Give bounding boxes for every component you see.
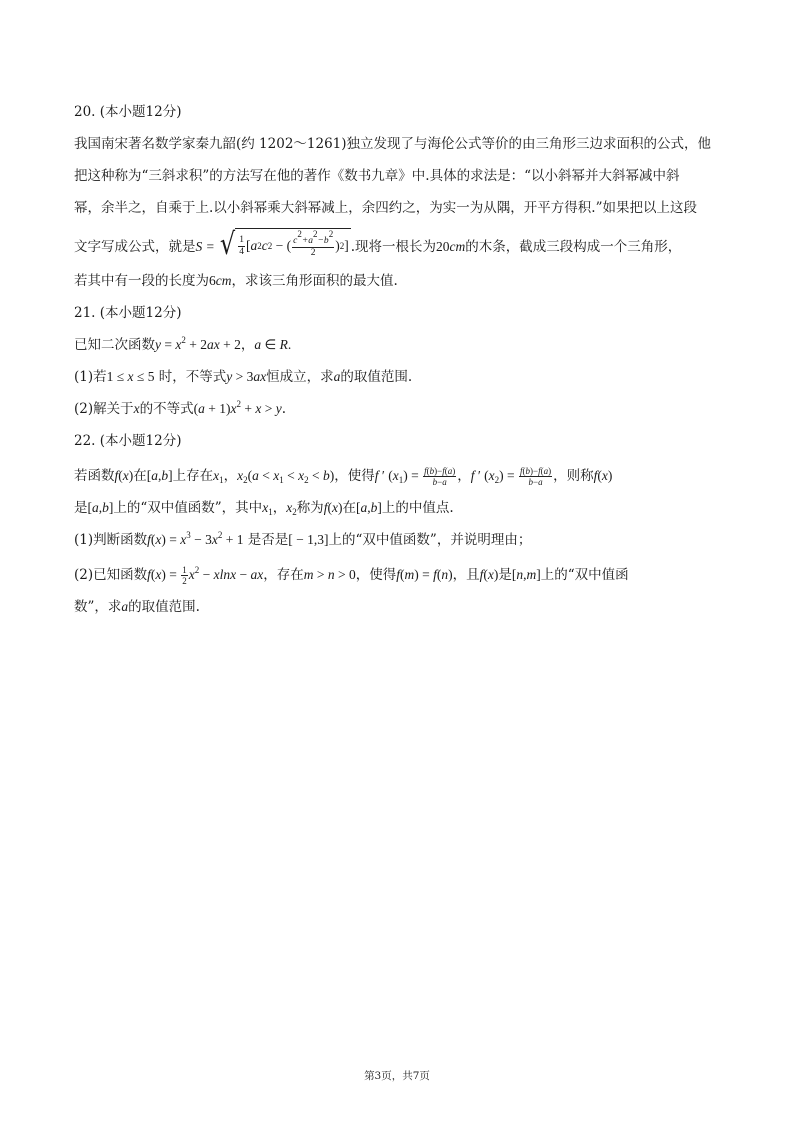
q22-l2-b: 上的“双中值函数”，其中 [113, 500, 263, 516]
q20-line-4-pre: 文字写成公式，就是 [74, 239, 196, 255]
q22-l1-b: 在 [133, 468, 147, 484]
q21-p1-post: 恒成立，求 [266, 369, 334, 385]
q22-p1-end: 上的“双中值函数”，并说明理由； [328, 532, 532, 548]
q21-p2-end: . [281, 401, 287, 417]
q22-l1-f: ，则称 [553, 468, 594, 484]
q22-l2-a: 是 [74, 500, 88, 516]
q22-l2-e: 上的中值点. [381, 500, 454, 516]
q22-l1-a: 若函数 [74, 468, 115, 484]
q21-p2-label: (2)解关于 [74, 401, 134, 417]
q20-line-5: 若其中有一段的长度为6cm，求该三角形面积的最大值. [74, 273, 398, 289]
q20-line-1: 我国南宋著名数学家秦九韶(约 1202～1261)独立发现了与海伦公式等价的由三角形三边求面积的公式，他 [74, 136, 712, 152]
q20-line-3: 幂，余半之，自乘于上.以小斜幂乘大斜幂减上，余四约之，为实一为从隅，开平方得积.”如果把以上这段 [74, 200, 697, 216]
q22-p1-label: (1)判断函数 [74, 532, 148, 548]
q20-line-4: 文字写成公式，就是S = √ $\frac{1}{4}$ [ a 2 c 2 − ( $\frac{c^2+a^2-b^2}{2}$ ) 2 ] .现将一根长为20cm的木条，截成三段构成一个三角形， [74, 227, 682, 263]
q22-line-2: 是[a,b]上的“双中值函数”，其中$x_1$，$x_2$称为f(x)在[a,b]上的中值点. [74, 500, 454, 517]
q20-line-4-post-a: .现将一根长为 [350, 239, 436, 255]
q20-line-5-pre: 若其中有一段的长度为 [74, 273, 209, 289]
q22-l1-c: 上存在 [172, 468, 214, 484]
area-formula: S = √ $\frac{1}{4}$ [ a 2 c 2 − ( $\frac{c^2+a^2-b^2}{2}$ ) 2 ] [195, 227, 349, 263]
q22-l1-e: ， [457, 468, 471, 484]
q22-p2-line2-a: 数”，求 [74, 599, 122, 615]
q22-p2-c: ，使得 [355, 567, 397, 583]
q22-part-2-cont: 数”，求a的取值范围. [74, 599, 200, 615]
q22-p2-e: 是 [498, 567, 512, 583]
q21-p2-mid: 的不等式 [139, 401, 194, 417]
q22-p1-mid: 是否是 [247, 532, 289, 548]
q22-p2-label: (2)已知函数 [74, 567, 148, 583]
stick-length: 20 [435, 239, 450, 254]
q22-part-1: (1)判断函数$f(x) = x^3 - 3x^2 + 1$ 是否是[ − 1,3]上的“双中值函数”，并说明理由； [74, 530, 532, 548]
q22-line-1: 若函数f(x)在[a,b]上存在$x_1$，$x_2(a < x_1 < x_2 < b)$，使得f ′ $(x_1)$ = $\frac{f(b)-f(a)}{b-a}$ ，f ′ $(x_2)$ = $\frac{f(b)-f(a)}{b-a}$ ，则称f(x) [74, 466, 613, 488]
q22-p2-b: ，存在 [263, 567, 304, 583]
page-footer: 第3页，共7页 [364, 1070, 430, 1082]
q22-p2-f: 上的“双中值函 [540, 567, 629, 583]
q22-l1-d: ，使得 [334, 468, 375, 484]
q21-intro: 已知二次函数$y = x^2 + 2ax + 2$，a ∈ R. [74, 335, 292, 353]
page-content [74, 100, 724, 627]
q21-part-2: (2)解关于x的不等式$(a + 1)x^2 + x > y$. [74, 399, 287, 417]
q21-p1-end: 的取值范围. [340, 369, 413, 385]
q21-function: $y = x^2 + 2ax + 2$ [155, 335, 241, 352]
q22-l2-d: 在 [342, 500, 356, 516]
segment-length: 6 [209, 273, 216, 288]
q21-p1-label: (1)若 [74, 369, 107, 385]
q20-line-4-post-b: 的木条，截成三段构成一个三角形， [465, 239, 682, 255]
q21-p1-mid: 时，不等式 [158, 369, 227, 385]
q21-intro-sep: ， [240, 337, 255, 353]
q20-line-2: 把这种称为“三斜求积”的方法写在他的著作《数书九章》中.具体的求法是：“以小斜幂并大斜幂减中斜 [74, 168, 680, 184]
q21-heading: 21. (本小题12分) [74, 305, 182, 321]
q22-p2-line2-b: 的取值范围. [128, 599, 200, 615]
q22-p2-d: ，且 [452, 567, 480, 583]
q20-line-5-post: ，求该三角形面积的最大值. [231, 273, 398, 289]
q22-part-2: (2)已知函数f(x) = $\frac{1}{2}$ $x^2 - xlnx$ − ax，存在m > n > 0，使得f(m) = f(n)，且f(x)是[n,m]上的“双中值函 [74, 565, 629, 587]
q22-heading: 22. (本小题12分) [74, 433, 182, 449]
q20-heading: 20. (本小题12分) [74, 104, 182, 120]
q21-part-1: (1)若1 ≤ x ≤ 5 时，不等式y > 3ax恒成立，求a的取值范围. [74, 369, 413, 385]
q21-intro-pre: 已知二次函数 [74, 337, 155, 353]
q22-l2-c: 称为 [296, 500, 324, 516]
